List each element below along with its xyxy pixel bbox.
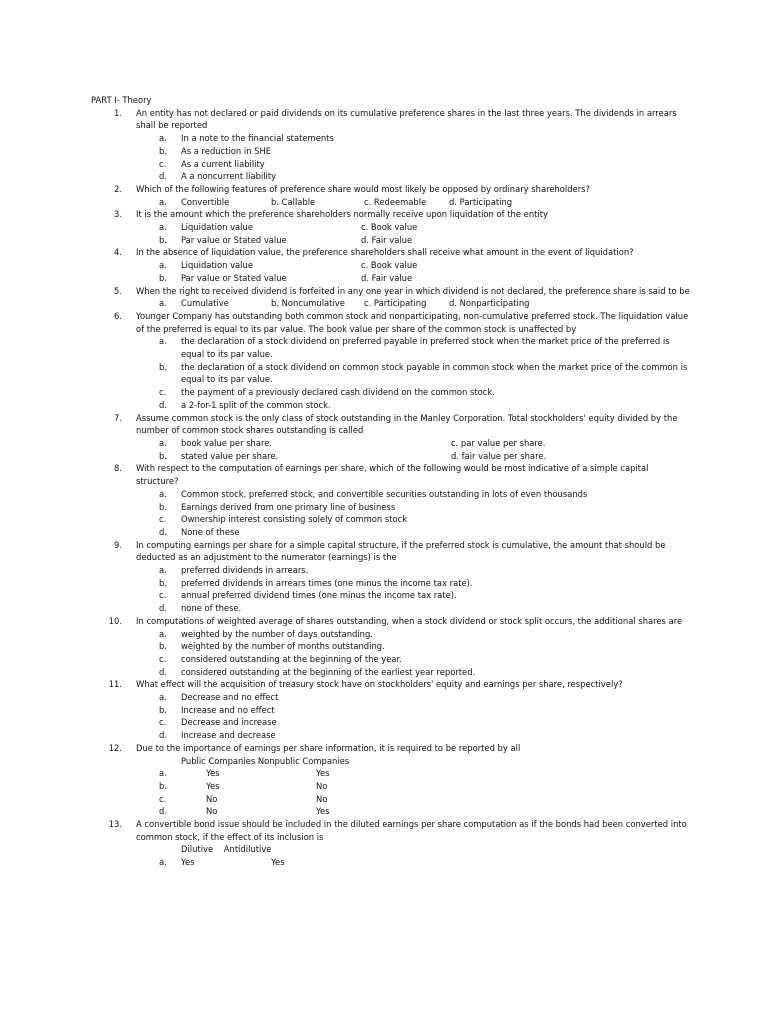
- option-row: [91, 297, 691, 310]
- table-row: [91, 767, 691, 780]
- option-text: Increase and no effect: [181, 704, 275, 715]
- option-text: a 2-for-1 split of the common stock.: [181, 399, 331, 410]
- option-text: the payment of a previously declared cash dividend on the common stock.: [181, 387, 495, 398]
- option-text: Increase and decrease: [181, 730, 276, 741]
- question-1: [91, 107, 691, 132]
- option-text: b. Noncumulative: [271, 298, 345, 309]
- question-text: In the absence of liquidation value, the preference shareholders shall receive what amount in the event of liquidation?: [136, 247, 634, 258]
- question-text: A convertible bond issue should be included in the diluted earnings per share computation as if the bonds had been converted into common stock, if the effect of its inclusion is: [136, 819, 687, 842]
- option-text: c. Book value: [361, 222, 418, 233]
- option-text: As a reduction in SHE: [181, 145, 272, 156]
- option-text: d. Fair value: [361, 272, 413, 283]
- option-letter: d.: [159, 526, 167, 537]
- option: [91, 170, 691, 183]
- option-letter: a.: [159, 298, 167, 309]
- question-text: Which of the following features of preference share would most likely be opposed by ordinary shareholders?: [136, 183, 590, 194]
- option-text: weighted by the number of months outstanding.: [181, 641, 385, 652]
- option-letter: d.: [159, 603, 167, 614]
- option-letter: b.: [159, 641, 167, 652]
- option-row: [91, 437, 691, 450]
- question-text: With respect to the computation of earnings per share, which of the following would be most indicative of a simple capital structure?: [136, 463, 649, 487]
- question-8: [91, 462, 691, 487]
- option-letter: a.: [159, 133, 167, 144]
- option-text: c. Redeemable: [364, 196, 427, 207]
- option-text: stated value per share.: [181, 450, 279, 461]
- option-text: c. Participating: [364, 298, 427, 309]
- option-letter: b.: [159, 501, 167, 512]
- option-letter: a.: [159, 692, 167, 703]
- option-letter: c.: [159, 387, 167, 398]
- option-letter: c.: [159, 158, 167, 169]
- table-cell: Yes: [316, 768, 330, 779]
- option-letter: b.: [159, 577, 167, 588]
- option: [91, 653, 691, 666]
- option-letter: c.: [159, 653, 167, 664]
- option-text: c. par value per share.: [451, 437, 546, 448]
- option-text: considered outstanding at the beginning of the year.: [181, 653, 402, 664]
- option: [91, 399, 691, 412]
- option-text: d. Participating: [449, 196, 513, 207]
- option: [91, 704, 691, 717]
- question-number: 12.: [108, 742, 122, 753]
- option: [91, 729, 691, 742]
- question-number: 9.: [114, 539, 122, 550]
- option: [91, 564, 691, 577]
- option-letter: a.: [159, 437, 167, 448]
- option-text: Common stock, preferred stock, and convertible securities outstanding in lots of even thousands: [181, 488, 588, 499]
- option-text: the declaration of a stock dividend on preferred payable in preferred stock when the market price of the preferred is equal to its par value.: [181, 336, 670, 360]
- option-letter: b.: [159, 361, 167, 372]
- option-text: As a current liability: [181, 158, 265, 169]
- option-text: d. Nonparticipating: [449, 298, 530, 309]
- question-11: [91, 678, 691, 691]
- option-row: [91, 196, 691, 209]
- option-letter: a.: [159, 857, 167, 868]
- table-cell: Yes: [206, 780, 220, 791]
- question-text: In computing earnings per share for a simple capital structure, if the preferred stock is cumulative, the amount that should be deducted as an adjustment to the numerator (earnings) is the: [136, 539, 666, 563]
- option: [91, 666, 691, 679]
- question-text: When the right to received dividend is forfeited in any one year in which dividend is not declared, the preference share is said to be: [136, 285, 690, 296]
- option-text: considered outstanding at the beginning of the earliest year reported.: [181, 666, 476, 677]
- option-row: [91, 221, 691, 234]
- option: [91, 628, 691, 641]
- option-letter: b.: [159, 450, 167, 461]
- question-text: Younger Company has outstanding both common stock and nonparticipating, non-cumulative preferred stock. The liquidation value of the preferred is equal to its par value. The book value per share of the common stock is unaffected by: [136, 310, 689, 334]
- option-text: Cumulative: [181, 298, 229, 309]
- table-cell: No: [206, 806, 218, 817]
- option: [91, 602, 691, 615]
- option-text: weighted by the number of days outstanding.: [181, 628, 373, 639]
- option-text: annual preferred dividend times (one minus the income tax rate).: [181, 590, 457, 601]
- question-text: In computations of weighted average of shares outstanding, when a stock dividend or stock split occurs, the additional shares are: [136, 615, 683, 626]
- table-row: [91, 805, 691, 818]
- question-10: [91, 615, 691, 628]
- option-letter: a.: [159, 222, 167, 233]
- option-text: Par value or Stated value: [181, 234, 287, 245]
- question-text: An entity has not declared or paid dividends on its cumulative preference shares in the last three years. The dividends in arrears shall be reported: [136, 107, 677, 131]
- option-text: preferred dividends in arrears.: [181, 565, 309, 576]
- option: [91, 691, 691, 704]
- option-text: None of these: [181, 526, 240, 537]
- option-text: Ownership interest consisting solely of common stock: [181, 514, 408, 525]
- option: [91, 145, 691, 158]
- table-header: Public Companies Nonpublic Companies: [181, 755, 350, 766]
- table-row: [91, 793, 691, 806]
- option: [91, 335, 691, 360]
- option-letter: a.: [159, 260, 167, 271]
- option-letter: b.: [159, 704, 167, 715]
- option-letter: a.: [159, 768, 167, 779]
- option-letter: d.: [159, 399, 167, 410]
- option: [91, 589, 691, 602]
- option: [91, 488, 691, 501]
- question-7: [91, 412, 691, 437]
- option-text: A a noncurrent liability: [181, 171, 277, 182]
- table-cell: Yes: [271, 857, 285, 868]
- option-letter: a.: [159, 196, 167, 207]
- option-text: Decrease and increase: [181, 717, 277, 728]
- table-cell: No: [206, 793, 218, 804]
- option-letter: d.: [159, 666, 167, 677]
- table-row: [91, 780, 691, 793]
- option-letter: a.: [159, 628, 167, 639]
- option-letter: d.: [159, 806, 167, 817]
- question-13: [91, 818, 691, 843]
- option: [91, 132, 691, 145]
- option: [91, 501, 691, 514]
- document-body: [91, 94, 691, 869]
- table-header: Dilutive Antidilutive: [181, 844, 272, 855]
- option-row: [91, 259, 691, 272]
- option-text: book value per share.: [181, 437, 273, 448]
- option-letter: c.: [159, 514, 167, 525]
- option: [91, 158, 691, 171]
- option: [91, 361, 691, 386]
- question-3: [91, 208, 691, 221]
- question-text: Due to the importance of earnings per share information, it is required to be reported by all: [136, 742, 521, 753]
- option-text: Decrease and no effect: [181, 692, 279, 703]
- option-letter: c.: [159, 717, 167, 728]
- option-letter: c.: [159, 590, 167, 601]
- question-number: 11.: [108, 679, 122, 690]
- question-5: [91, 285, 691, 298]
- table-cell: Yes: [316, 806, 330, 817]
- question-number: 4.: [114, 247, 122, 258]
- table-cell: Yes: [181, 857, 195, 868]
- question-number: 3.: [114, 209, 122, 220]
- question-text: What effect will the acquisition of treasury stock have on stockholders' equity and earnings per share, respectively?: [136, 679, 623, 690]
- question-text: It is the amount which the preference shareholders normally receive upon liquidation of the entity: [136, 209, 548, 220]
- question-number: 13.: [108, 819, 122, 830]
- question-number: 7.: [114, 412, 122, 423]
- question-2: [91, 183, 691, 196]
- table-cell: No: [316, 780, 328, 791]
- table-row: [91, 856, 691, 869]
- table-cell: Yes: [206, 768, 220, 779]
- option: [91, 386, 691, 399]
- option-row: [91, 272, 691, 285]
- question-text: Assume common stock is the only class of stock outstanding in the Manley Corporation. Total stockholders' equity divided by the number of common stock shares outstanding is called: [136, 412, 678, 436]
- option-text: Liquidation value: [181, 222, 253, 233]
- question-number: 5.: [114, 285, 122, 296]
- option: [91, 513, 691, 526]
- option-text: Liquidation value: [181, 260, 253, 271]
- option-text: b. Callable: [271, 196, 316, 207]
- option-text: none of these.: [181, 603, 242, 614]
- option-text: d. fair value per share.: [451, 450, 547, 461]
- option-letter: b.: [159, 272, 167, 283]
- question-12: [91, 742, 691, 755]
- question-4: [91, 246, 691, 259]
- option: [91, 577, 691, 590]
- question-number: 10.: [108, 615, 122, 626]
- option-text: Earnings derived from one primary line of business: [181, 501, 396, 512]
- option-text: Convertible: [181, 196, 230, 207]
- section-header: PART I- Theory: [91, 95, 152, 105]
- option-letter: b.: [159, 234, 167, 245]
- option-letter: d.: [159, 730, 167, 741]
- option-text: the declaration of a stock dividend on common stock payable in common stock when the market price of the common is equal to its par value.: [181, 361, 688, 385]
- option-row: [91, 234, 691, 247]
- option-letter: c.: [159, 793, 167, 804]
- question-number: 8.: [114, 463, 122, 474]
- option-letter: b.: [159, 145, 167, 156]
- option-text: c. Book value: [361, 260, 418, 271]
- option-letter: a.: [159, 488, 167, 499]
- option-row: [91, 450, 691, 463]
- question-9: [91, 539, 691, 564]
- option-text: d. Fair value: [361, 234, 413, 245]
- question-number: 2.: [114, 183, 122, 194]
- option-text: preferred dividends in arrears times (one minus the income tax rate).: [181, 577, 473, 588]
- option-letter: a.: [159, 336, 167, 347]
- option: [91, 716, 691, 729]
- option-letter: a.: [159, 565, 167, 576]
- question-6: [91, 310, 691, 335]
- question-number: 1.: [114, 107, 122, 118]
- option-text: In a note to the financial statements: [181, 133, 334, 144]
- table-cell: No: [316, 793, 328, 804]
- option-letter: d.: [159, 171, 167, 182]
- option-text: Par value or Stated value: [181, 272, 287, 283]
- option: [91, 640, 691, 653]
- option-letter: b.: [159, 780, 167, 791]
- question-number: 6.: [114, 310, 122, 321]
- option: [91, 526, 691, 539]
